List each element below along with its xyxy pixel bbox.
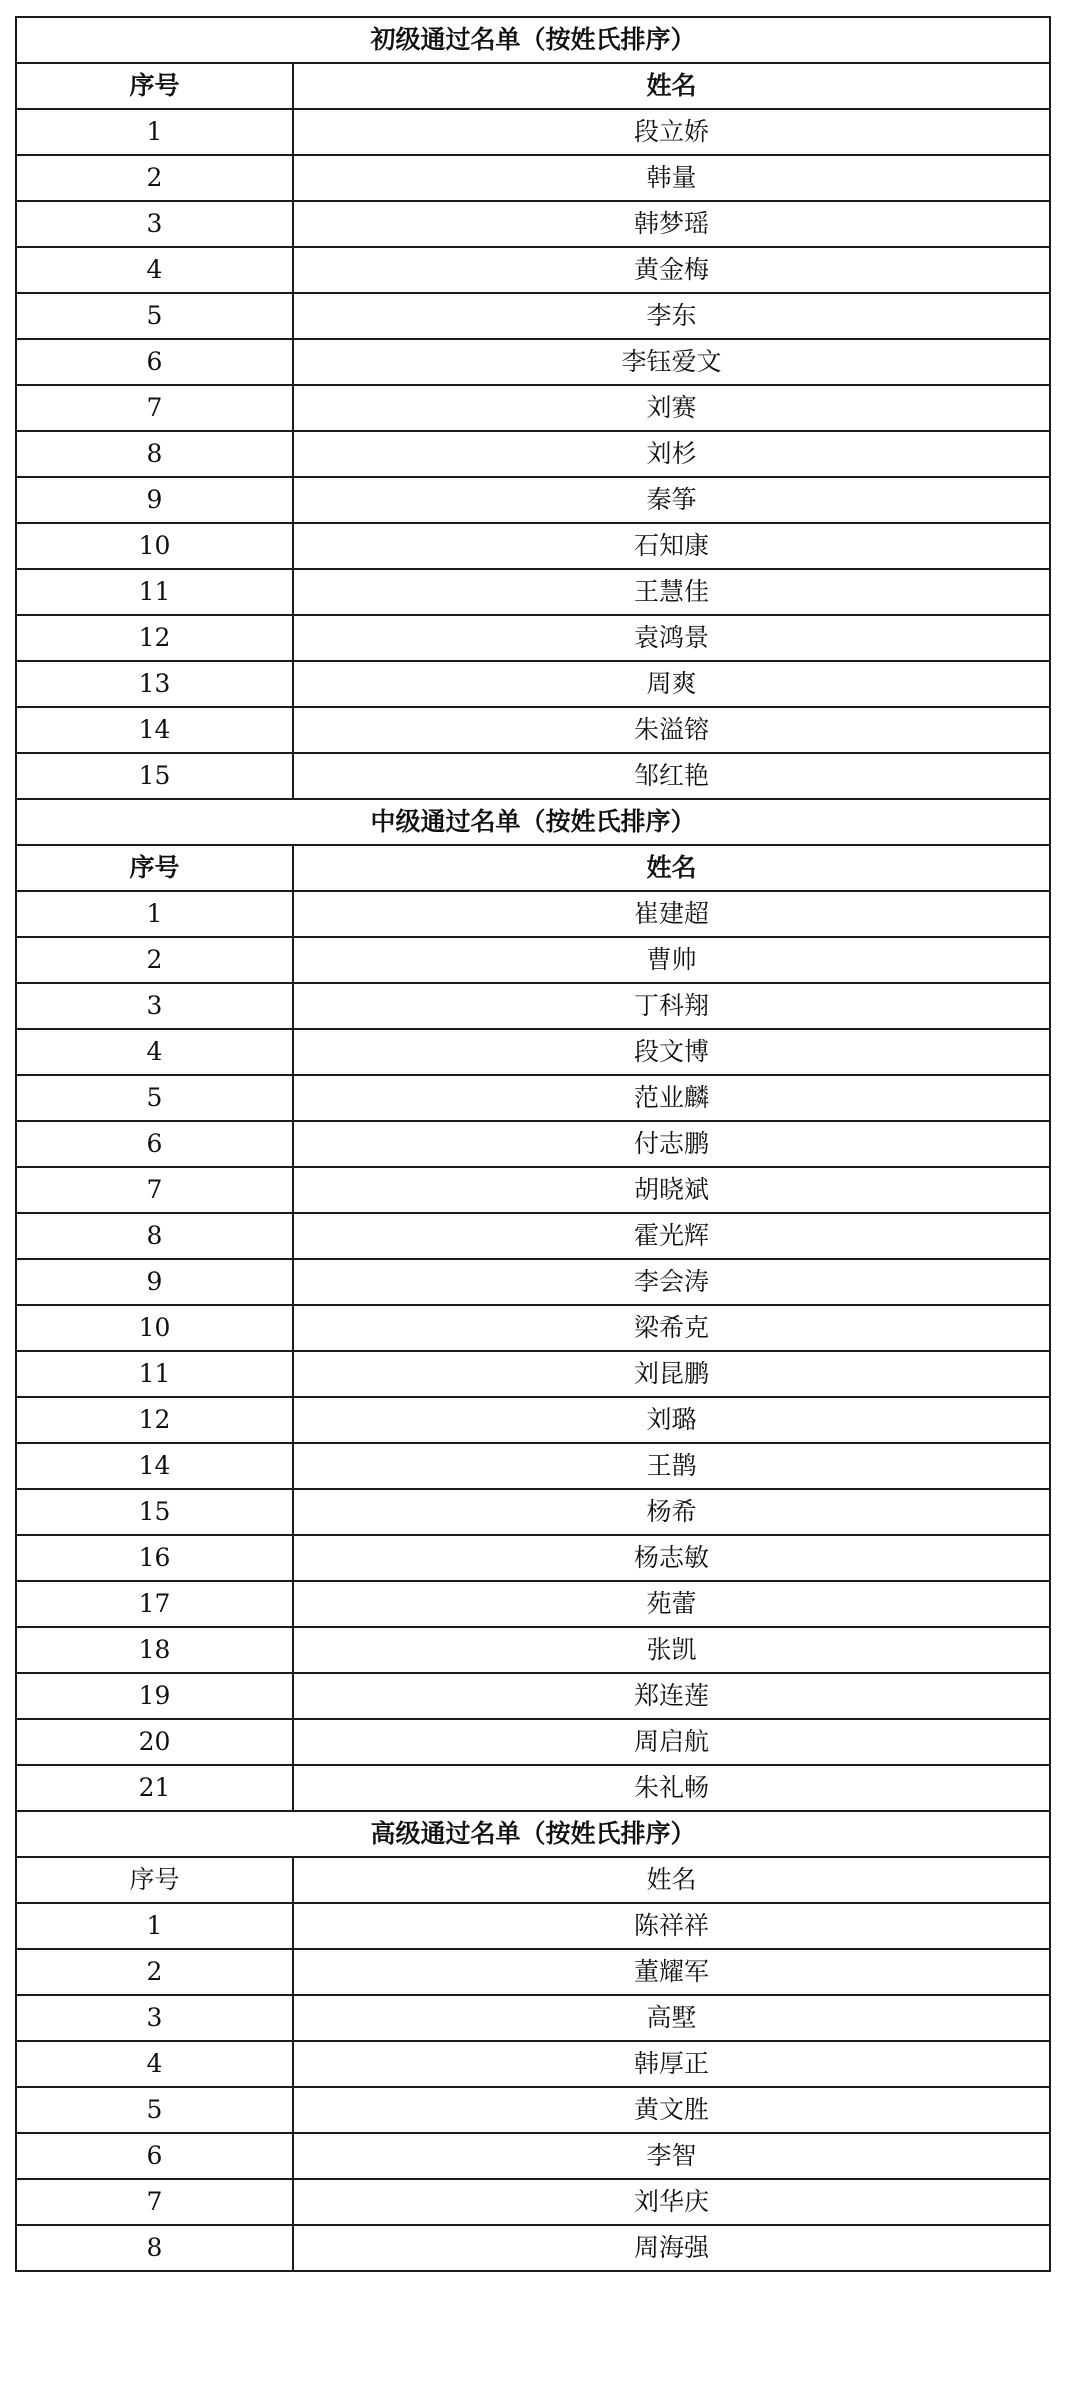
row-number: 5: [16, 1075, 293, 1121]
table-row: [16, 661, 1050, 707]
column-header-number: 序号: [16, 63, 293, 109]
row-number: 11: [16, 569, 293, 615]
row-name: 黄文胜: [293, 2087, 1050, 2133]
row-name: 杨希: [293, 1489, 1050, 1535]
row-name: 张凯: [293, 1627, 1050, 1673]
section-title: 初级通过名单（按姓氏排序）: [16, 17, 1050, 63]
table-row: [16, 1673, 1050, 1719]
row-name: 刘昆鹏: [293, 1351, 1050, 1397]
row-number: 10: [16, 523, 293, 569]
row-name: 韩量: [293, 155, 1050, 201]
section-title-row: [16, 1811, 1050, 1857]
row-name: 秦筝: [293, 477, 1050, 523]
table-row: [16, 201, 1050, 247]
table-row: [16, 1397, 1050, 1443]
row-number: 2: [16, 155, 293, 201]
column-header-number: 序号: [16, 845, 293, 891]
section-title: 中级通过名单（按姓氏排序）: [16, 799, 1050, 845]
table-row: [16, 891, 1050, 937]
row-number: 1: [16, 1903, 293, 1949]
row-name: 李东: [293, 293, 1050, 339]
row-number: 15: [16, 753, 293, 799]
table-row: [16, 1627, 1050, 1673]
row-number: 14: [16, 1443, 293, 1489]
row-name: 刘杉: [293, 431, 1050, 477]
row-number: 4: [16, 247, 293, 293]
row-number: 17: [16, 1581, 293, 1627]
table-row: [16, 1443, 1050, 1489]
table-row: [16, 937, 1050, 983]
row-number: 7: [16, 1167, 293, 1213]
table-row: [16, 1259, 1050, 1305]
table-row: [16, 293, 1050, 339]
table-row: [16, 1995, 1050, 2041]
row-name: 王慧佳: [293, 569, 1050, 615]
roster-document: [15, 16, 1049, 2272]
row-number: 11: [16, 1351, 293, 1397]
table-row: [16, 1213, 1050, 1259]
table-row: [16, 1075, 1050, 1121]
table-row: [16, 1121, 1050, 1167]
row-name: 韩厚正: [293, 2041, 1050, 2087]
row-number: 7: [16, 2179, 293, 2225]
column-header-name: 姓名: [293, 63, 1050, 109]
row-name: 曹帅: [293, 937, 1050, 983]
row-number: 12: [16, 615, 293, 661]
row-name: 朱溢镕: [293, 707, 1050, 753]
row-name: 丁科翔: [293, 983, 1050, 1029]
row-name: 高墅: [293, 1995, 1050, 2041]
row-number: 9: [16, 1259, 293, 1305]
row-number: 5: [16, 293, 293, 339]
row-name: 韩梦瑶: [293, 201, 1050, 247]
row-name: 刘璐: [293, 1397, 1050, 1443]
table-row: [16, 1489, 1050, 1535]
table-row: [16, 339, 1050, 385]
row-number: 12: [16, 1397, 293, 1443]
section-title-row: [16, 799, 1050, 845]
row-name: 杨志敏: [293, 1535, 1050, 1581]
row-number: 21: [16, 1765, 293, 1811]
row-name: 黄金梅: [293, 247, 1050, 293]
row-number: 4: [16, 1029, 293, 1075]
row-name: 刘华庆: [293, 2179, 1050, 2225]
row-number: 1: [16, 891, 293, 937]
row-number: 2: [16, 1949, 293, 1995]
row-number: 6: [16, 339, 293, 385]
table-row: [16, 1351, 1050, 1397]
row-name: 朱礼畅: [293, 1765, 1050, 1811]
row-name: 段立娇: [293, 109, 1050, 155]
row-number: 1: [16, 109, 293, 155]
row-name: 李会涛: [293, 1259, 1050, 1305]
row-name: 李智: [293, 2133, 1050, 2179]
table-row: [16, 753, 1050, 799]
table-row: [16, 431, 1050, 477]
row-number: 6: [16, 2133, 293, 2179]
row-name: 袁鸿景: [293, 615, 1050, 661]
row-number: 7: [16, 385, 293, 431]
row-number: 13: [16, 661, 293, 707]
row-name: 霍光辉: [293, 1213, 1050, 1259]
row-name: 周启航: [293, 1719, 1050, 1765]
row-name: 王鹊: [293, 1443, 1050, 1489]
row-name: 刘赛: [293, 385, 1050, 431]
table-row: [16, 2225, 1050, 2271]
row-name: 段文博: [293, 1029, 1050, 1075]
column-header-row: [16, 1857, 1050, 1903]
row-name: 石知康: [293, 523, 1050, 569]
table-row: [16, 385, 1050, 431]
roster-table: [15, 16, 1051, 2272]
row-number: 16: [16, 1535, 293, 1581]
row-name: 李钰爱文: [293, 339, 1050, 385]
table-row: [16, 707, 1050, 753]
row-number: 3: [16, 983, 293, 1029]
row-name: 范业麟: [293, 1075, 1050, 1121]
table-row: [16, 2179, 1050, 2225]
table-row: [16, 1765, 1050, 1811]
row-name: 胡晓斌: [293, 1167, 1050, 1213]
row-number: 10: [16, 1305, 293, 1351]
column-header-row: [16, 845, 1050, 891]
row-number: 8: [16, 1213, 293, 1259]
row-name: 苑蕾: [293, 1581, 1050, 1627]
table-row: [16, 2087, 1050, 2133]
row-name: 邹红艳: [293, 753, 1050, 799]
table-row: [16, 523, 1050, 569]
roster-table-body: [16, 17, 1050, 2271]
row-name: 周海强: [293, 2225, 1050, 2271]
column-header-name: 姓名: [293, 1857, 1050, 1903]
row-name: 付志鹏: [293, 1121, 1050, 1167]
row-number: 9: [16, 477, 293, 523]
row-number: 3: [16, 201, 293, 247]
table-row: [16, 247, 1050, 293]
table-row: [16, 1535, 1050, 1581]
row-number: 8: [16, 431, 293, 477]
column-header-number: 序号: [16, 1857, 293, 1903]
table-row: [16, 1581, 1050, 1627]
row-number: 20: [16, 1719, 293, 1765]
table-row: [16, 1305, 1050, 1351]
row-number: 15: [16, 1489, 293, 1535]
table-row: [16, 155, 1050, 201]
row-name: 郑连莲: [293, 1673, 1050, 1719]
table-row: [16, 1029, 1050, 1075]
table-row: [16, 983, 1050, 1029]
table-row: [16, 2041, 1050, 2087]
table-row: [16, 1903, 1050, 1949]
row-number: 8: [16, 2225, 293, 2271]
column-header-row: [16, 63, 1050, 109]
row-number: 4: [16, 2041, 293, 2087]
row-number: 3: [16, 1995, 293, 2041]
column-header-name: 姓名: [293, 845, 1050, 891]
table-row: [16, 615, 1050, 661]
row-number: 2: [16, 937, 293, 983]
section-title: 高级通过名单（按姓氏排序）: [16, 1811, 1050, 1857]
table-row: [16, 1719, 1050, 1765]
table-row: [16, 569, 1050, 615]
table-row: [16, 109, 1050, 155]
row-name: 董耀军: [293, 1949, 1050, 1995]
row-number: 5: [16, 2087, 293, 2133]
row-number: 6: [16, 1121, 293, 1167]
table-row: [16, 1167, 1050, 1213]
row-name: 陈祥祥: [293, 1903, 1050, 1949]
row-name: 梁希克: [293, 1305, 1050, 1351]
row-name: 周爽: [293, 661, 1050, 707]
table-row: [16, 477, 1050, 523]
row-number: 14: [16, 707, 293, 753]
row-number: 18: [16, 1627, 293, 1673]
row-number: 19: [16, 1673, 293, 1719]
section-title-row: [16, 17, 1050, 63]
table-row: [16, 1949, 1050, 1995]
table-row: [16, 2133, 1050, 2179]
row-name: 崔建超: [293, 891, 1050, 937]
